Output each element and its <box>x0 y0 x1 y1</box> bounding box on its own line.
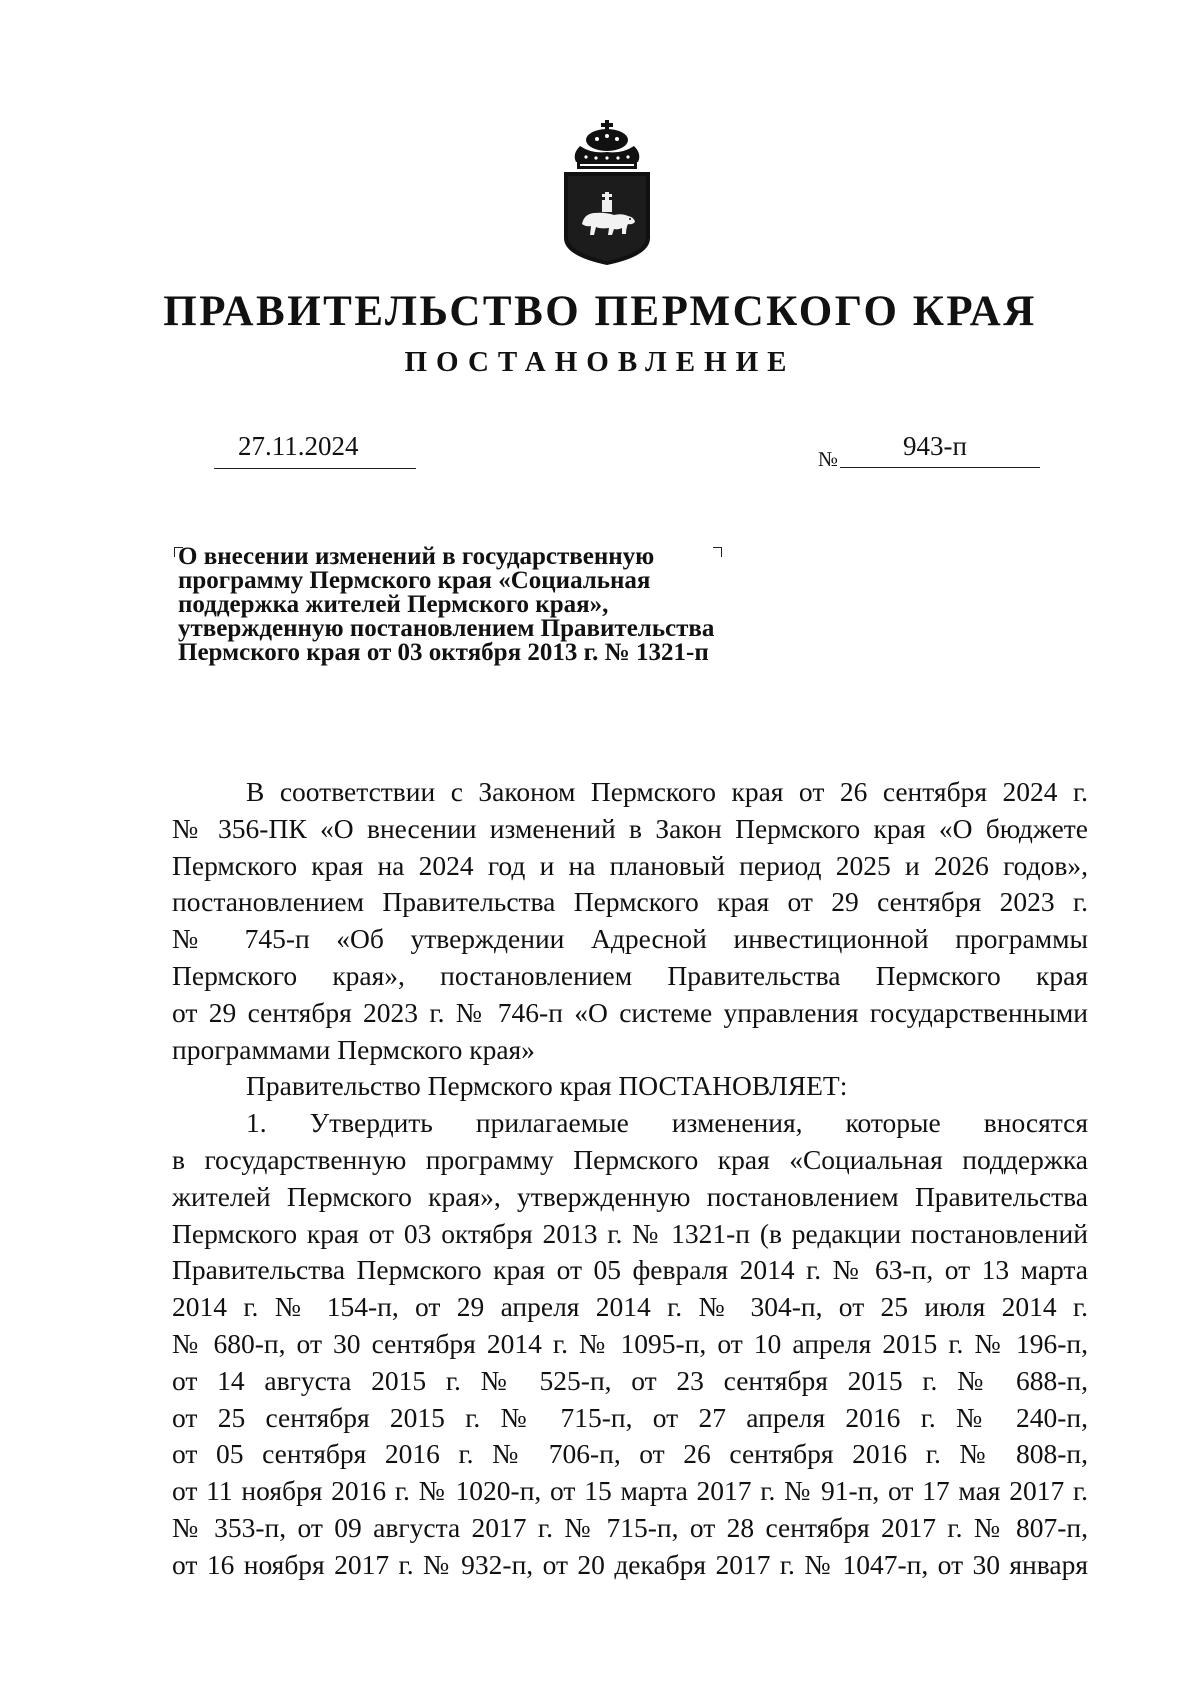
body-line: Правительства Пермского края от 05 февраля 2014 г. № 63-п, от 13 марта <box>172 1254 1088 1286</box>
subject-line: программу Пермского края «Социальная <box>178 567 651 594</box>
body-line: 2014 г. № 154-п, от 29 апреля 2014 г. № 304-п, от 25 июля 2014 г. <box>172 1291 1088 1323</box>
body-line: от 25 сентября 2015 г. № 715-п, от 27 апреля 2016 г. № 240-п, <box>172 1401 1088 1433</box>
body-line: постановлением Правительства Пермского края от 29 сентября 2023 г. <box>172 886 1088 918</box>
document-subject <box>178 545 838 665</box>
body-line: Пермского края», постановлением Правительства Пермского края <box>172 959 1088 991</box>
act-type-heading: ПОСТАНОВЛЕНИЕ <box>404 346 796 378</box>
body-line: Пермского края от 03 октября 2013 г. № 1321-п (в редакции постановлений <box>172 1217 1088 1249</box>
body-line: жителей Пермского края», утвержденную постановлением Правительства <box>172 1180 1088 1212</box>
body-line: от 05 сентября 2016 г. № 706-п, от 26 сентября 2016 г. № 808-п, <box>172 1438 1088 1470</box>
body-line: № 680-п, от 30 сентября 2014 г. № 1095-п, от 10 апреля 2015 г. № 196-п, <box>172 1327 1088 1359</box>
body-line: В соответствии с Законом Пермского края от 26 сентября 2024 г. <box>246 776 1088 807</box>
body-line: Пермского края на 2024 год и на плановый период 2025 и 2026 годов», <box>172 849 1088 881</box>
body-line: № 745-п «Об утверждении Адресной инвестиционной программы <box>172 923 1088 955</box>
document-number: 943-п <box>903 431 967 461</box>
body-line: от 29 сентября 2023 г. № 746-п «О системе управления государственными <box>172 996 1088 1028</box>
document-date: 27.11.2024 <box>238 431 359 461</box>
body-line: программами Пермского края» <box>172 1033 535 1065</box>
number-underline <box>840 467 1040 468</box>
subject-line: утвержденную постановлением Правительства <box>178 615 715 642</box>
subject-line: поддержка жителей Пермского края», <box>178 591 609 618</box>
subject-bracket-right <box>713 547 722 557</box>
body-line: Правительство Пермского края ПОСТАНОВЛЯЕТ: <box>246 1070 848 1102</box>
subject-bracket-left <box>174 547 183 557</box>
date-underline <box>214 468 416 469</box>
body-line: № 353-п, от 09 августа 2017 г. № 715-п, от 28 сентября 2017 г. № 807-п, <box>172 1511 1088 1543</box>
subject-line: О внесении изменений в государственную <box>178 543 655 570</box>
number-sign: № <box>818 447 839 471</box>
subject-line: Пермского края от 03 октября 2013 г. № 1321-п <box>178 639 709 666</box>
body-line: в государственную программу Пермского края «Социальная поддержка <box>172 1143 1088 1175</box>
body-line: 1. Утвердить прилагаемые изменения, которые вносятся <box>246 1107 1088 1139</box>
document-body <box>172 774 1088 1584</box>
perm-krai-coat-of-arms <box>562 120 652 266</box>
body-line: от 16 ноября 2017 г. № 932-п, от 20 декабря 2017 г. № 1047-п, от 30 января <box>172 1548 1088 1580</box>
body-line: от 11 ноября 2016 г. № 1020-п, от 15 марта 2017 г. № 91-п, от 17 мая 2017 г. <box>172 1475 1088 1507</box>
body-line: № 356-ПК «О внесении изменений в Закон Пермского края «О бюджете <box>172 812 1088 844</box>
government-title: ПРАВИТЕЛЬСТВО ПЕРМСКОГО КРАЯ <box>163 288 1037 335</box>
body-line: от 14 августа 2015 г. № 525-п, от 23 сентября 2015 г. № 688-п, <box>172 1364 1088 1396</box>
